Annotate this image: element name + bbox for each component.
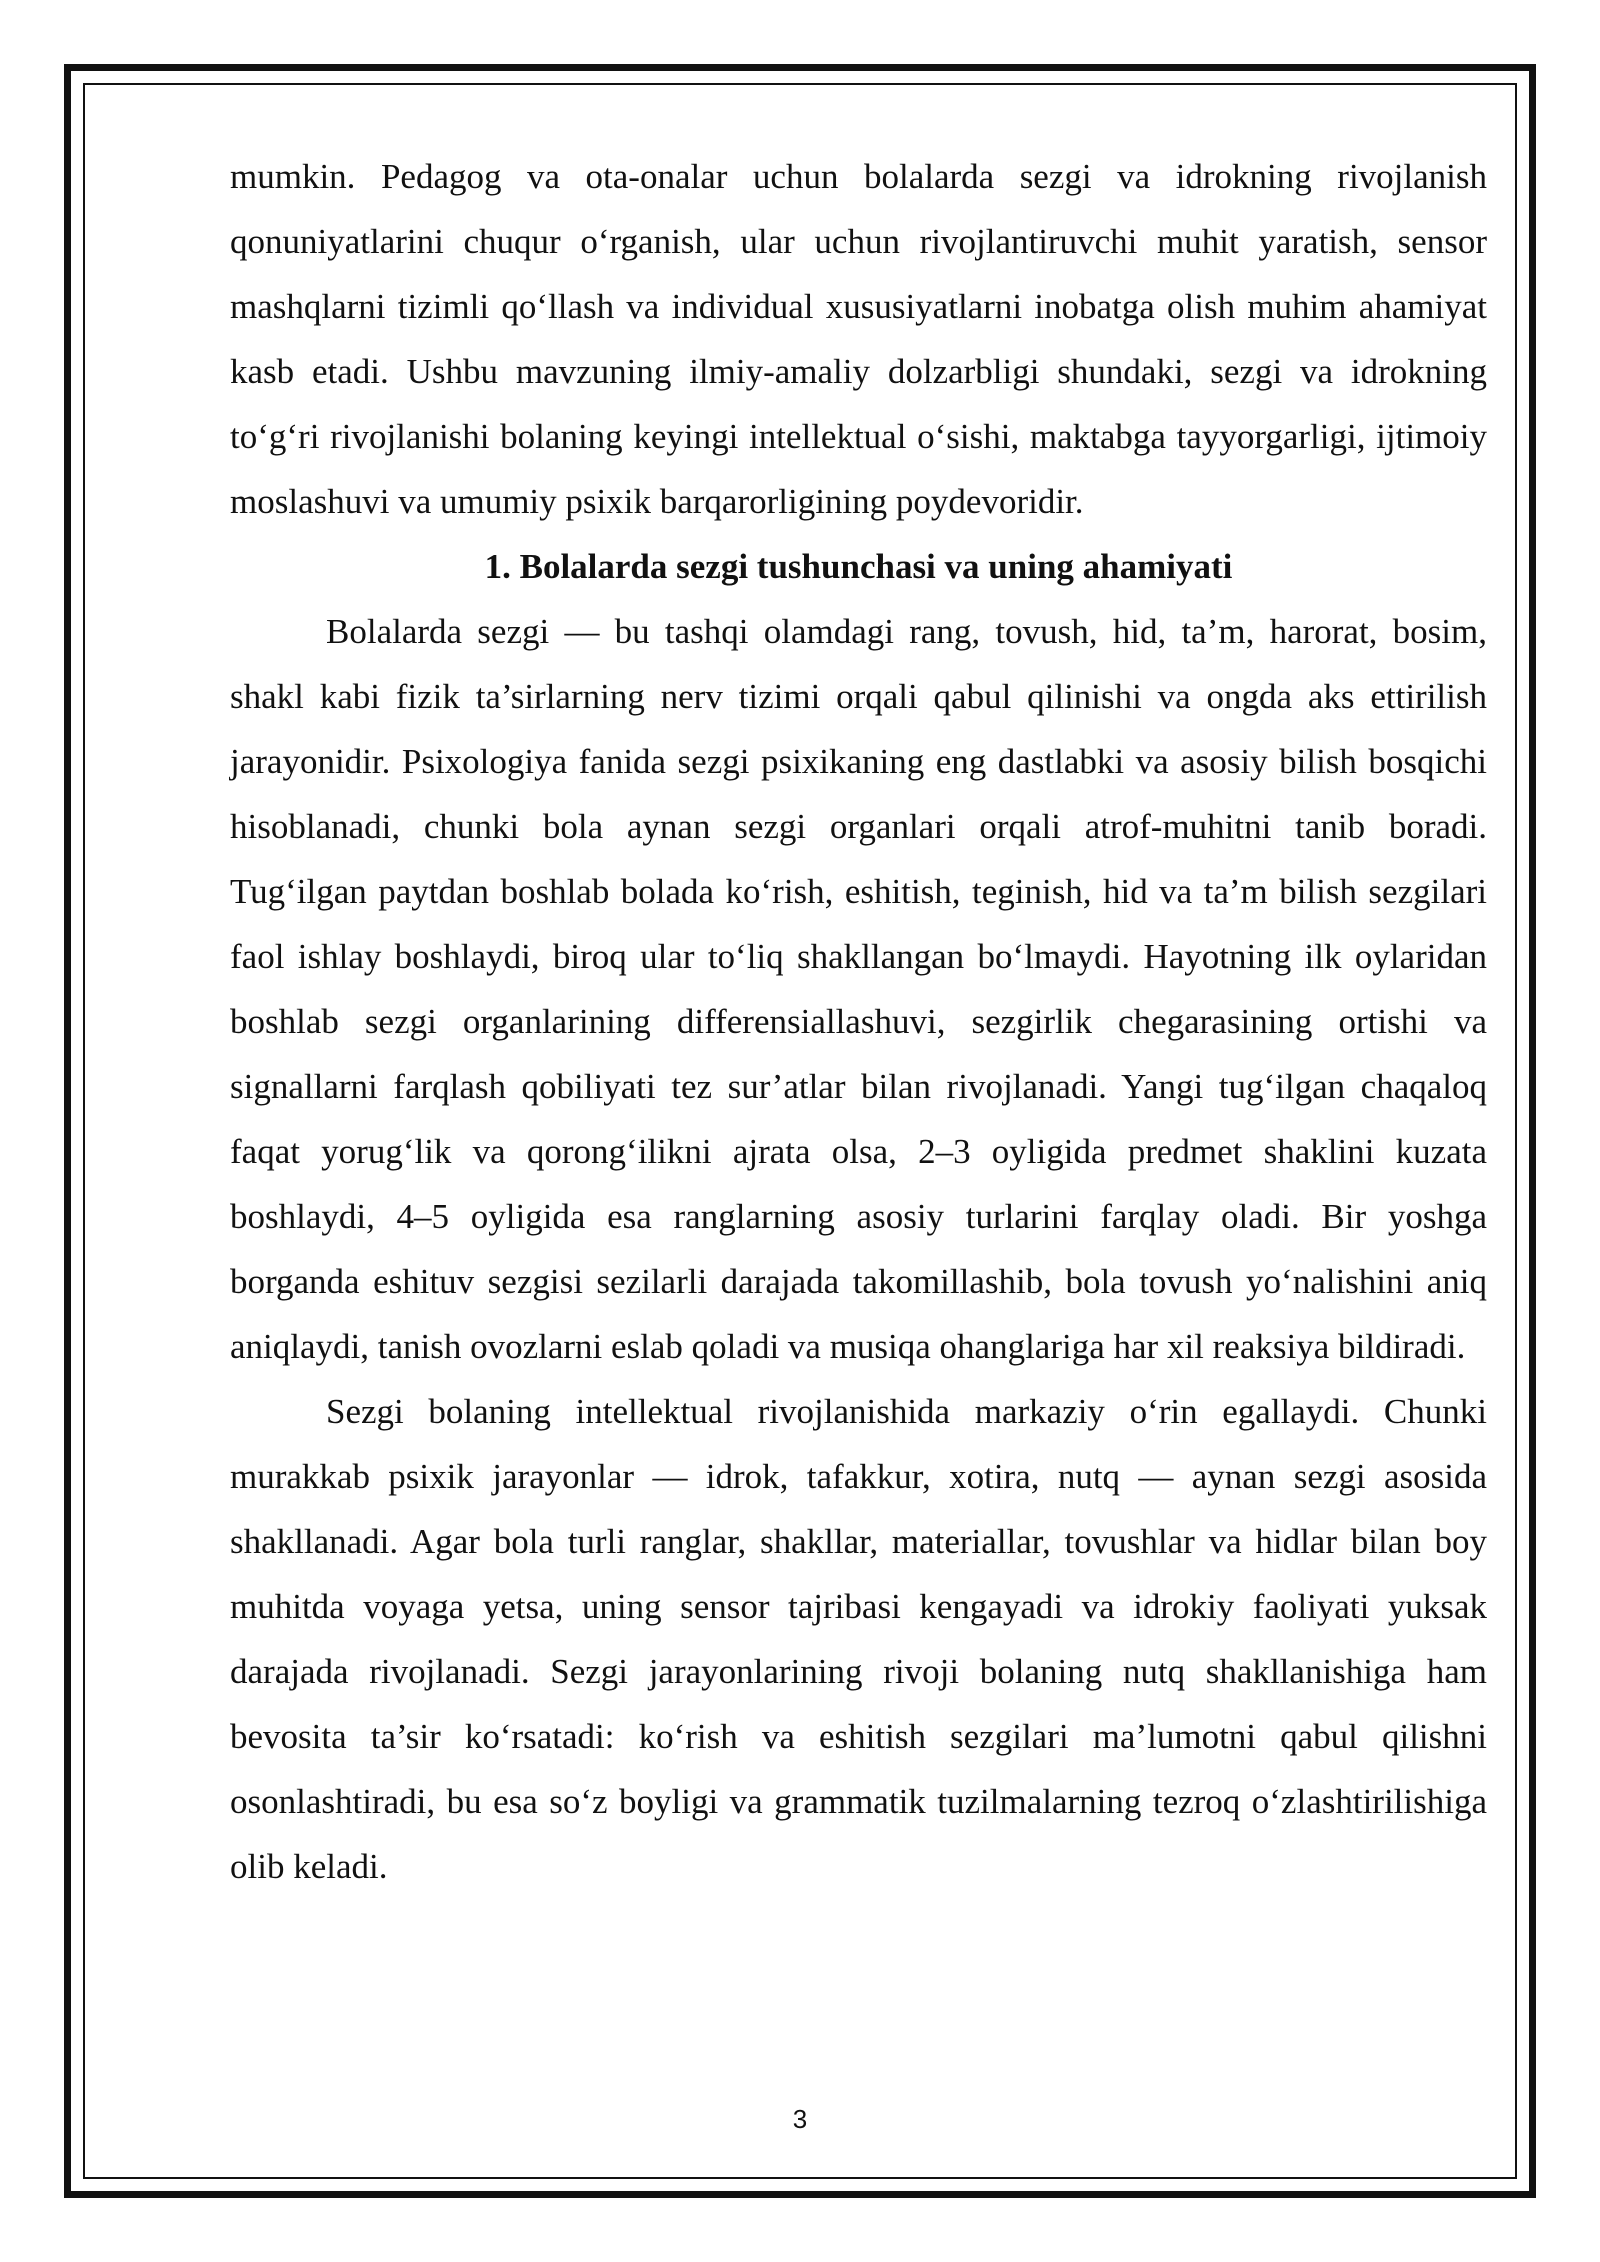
- page-content: [230, 144, 1487, 1899]
- page-number: 3: [792, 2104, 808, 2134]
- paragraph-intro-continuation: mumkin. Pedagog va ota-onalar uchun bolalarda sezgi va idrokning rivojlanish qonuniyatlarini chuqur o‘rganish, ular uchun rivojlantiruvchi muhit yaratish, sensor mashqlarni tizimli qo‘llash va individual xususiyatlarni inobatga olish muhim ahamiyat kasb etadi. Ushbu mavzuning ilmiy-amaliy dolzarbligi shundaki, sezgi va idrokning to‘g‘ri rivojlanishi bolaning keyingi intellektual o‘sishi, maktabga tayyorgarligi, ijtimoiy moslashuvi va umumiy psixik barqarorligining poydevoridir.: [230, 157, 1487, 521]
- paragraph-definition: Bolalarda sezgi — bu tashqi olamdagi rang, tovush, hid, ta’m, harorat, bosim, shakl kabi fizik ta’sirlarning nerv tizimi orqali qabul qilinishi va ongda aks ettirilish jarayonidir. Psixologiya fanida sezgi psixikaning eng dastlabki va asosiy bilish bosqichi hisoblanadi, chunki bola aynan sezgi organlari orqali atrof-muhitni tanib boradi. Tug‘ilgan paytdan boshlab bolada ko‘rish, eshitish, teginish, hid va ta’m bilish sezgilari faol ishlay boshlaydi, biroq ular to‘liq shakllangan bo‘lmaydi. Hayotning ilk oylaridan boshlab sezgi organlarining differensiallashuvi, sezgirlik chegarasining ortishi va signallarni farqlash qobiliyati tez sur’atlar bilan rivojlanadi. Yangi tug‘ilgan chaqaloq faqat yorug‘lik va qorong‘ilikni ajrata olsa, 2–3 oyligida predmet shaklini kuzata boshlaydi, 4–5 oyligida esa ranglarning asosiy turlarini farqlay oladi. Bir yoshga borganda eshituv sezgisi sezilarli darajada takomillashib, bola tovush yo‘nalishini aniq aniqlaydi, tanish ovozlarni eslab qoladi va musiqa ohanglariga har xil reaksiya bildiradi.: [230, 612, 1487, 1366]
- section-heading: 1. Bolalarda sezgi tushunchasi va uning ahamiyati: [484, 547, 1233, 586]
- paragraph-intellectual-role: Sezgi bolaning intellektual rivojlanishida markaziy o‘rin egallaydi. Chunki murakkab psixik jarayonlar — idrok, tafakkur, xotira, nutq — aynan sezgi asosida shakllanadi. Agar bola turli ranglar, shakllar, materiallar, tovushlar va hidlar bilan boy muhitda voyaga yetsa, uning sensor tajribasi kengayadi va idrokiy faoliyati yuksak darajada rivojlanadi. Sezgi jarayonlarining rivoji bolaning nutq shakllanishiga ham bevosita ta’sir ko‘rsatadi: ko‘rish va eshitish sezgilari ma’lumotni qabul qilishni osonlashtiradi, bu esa so‘z boyligi va grammatik tuzilmalarning tezroq o‘zlashtirilishiga olib keladi.: [230, 1392, 1487, 1886]
